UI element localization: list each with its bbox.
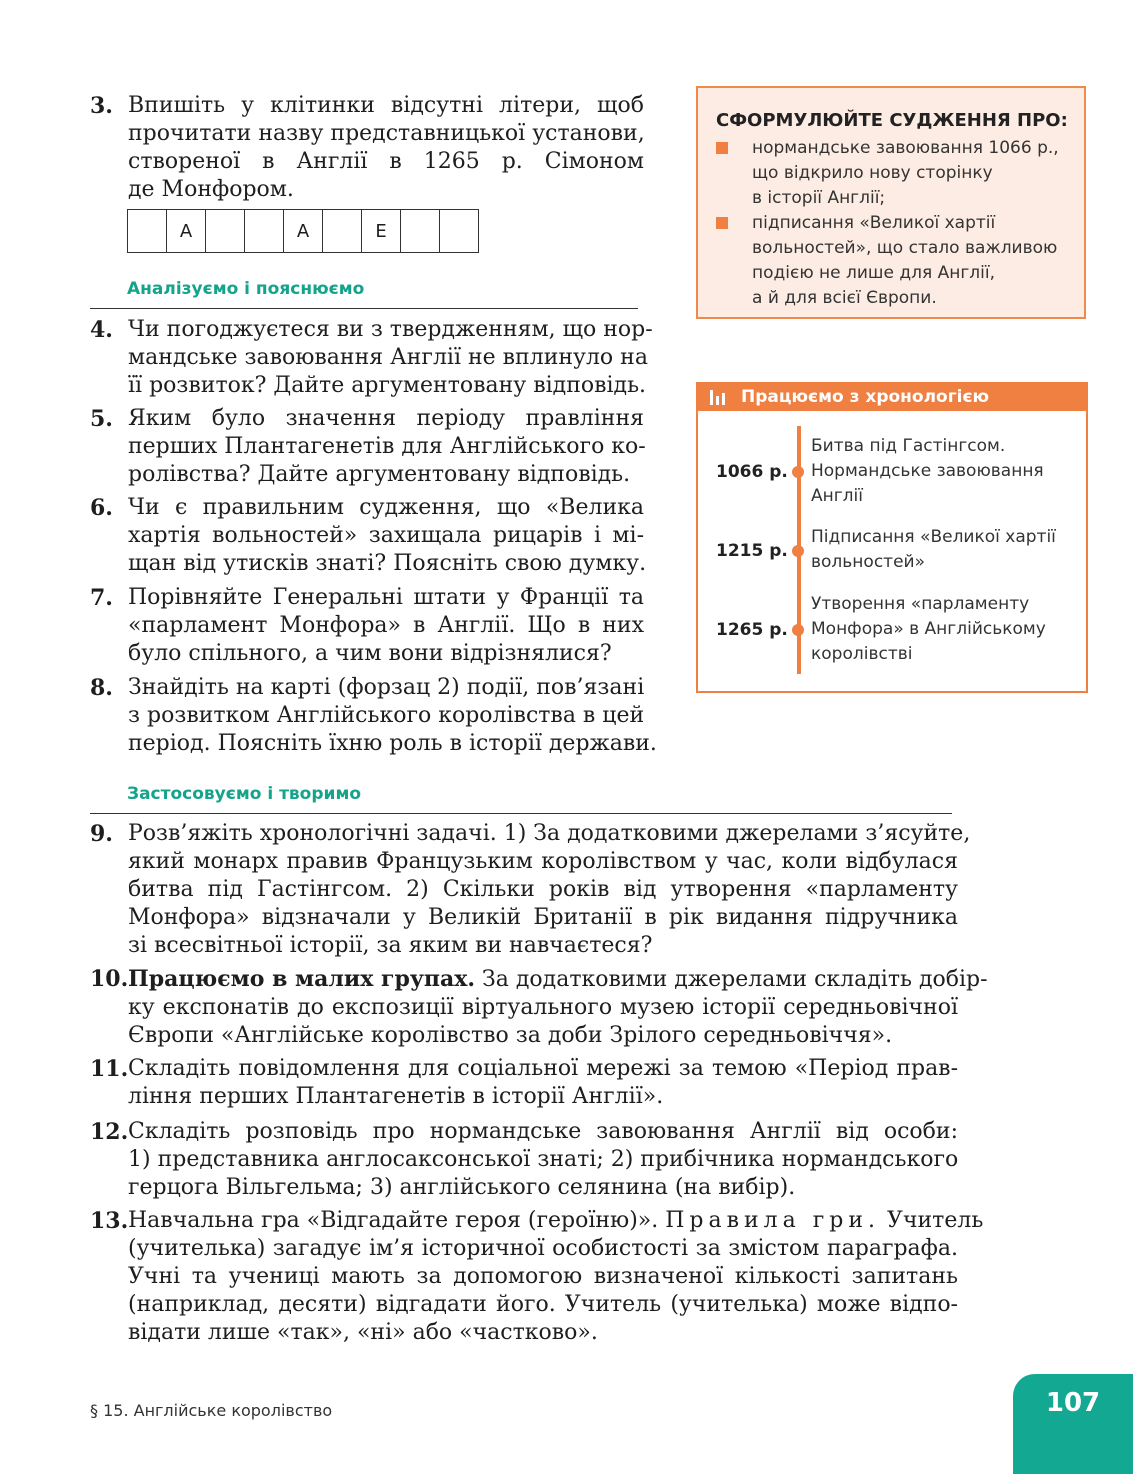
event-line: королівстві bbox=[811, 644, 913, 664]
task-number: 12. bbox=[90, 1119, 129, 1145]
task-number: 13. bbox=[90, 1208, 129, 1234]
letter-grid bbox=[127, 209, 479, 253]
task-line: який монарх правив Французьким королівством у час, коли відбулася bbox=[128, 849, 958, 874]
task-line: було спільного, а чим вони відрізнялися? bbox=[128, 641, 612, 666]
chronology-box bbox=[696, 382, 1088, 693]
task-line bbox=[128, 1207, 984, 1235]
event-line: Монфора» в Англійському bbox=[811, 619, 1046, 639]
bullet-line: що відкрило нову сторінку bbox=[752, 163, 993, 183]
task-line: Чи є правильним судження, що «Велика bbox=[128, 495, 644, 520]
task-line: з розвитком Англійського королівства в цей bbox=[128, 703, 645, 728]
judgement-bullet bbox=[716, 211, 1072, 311]
page-footer: § 15. Англійське королівство bbox=[90, 1401, 333, 1420]
bullet-line: а й для всієї Європи. bbox=[752, 288, 937, 308]
judgement-title: СФОРМУЛЮЙТЕ СУДЖЕННЯ ПРО: bbox=[716, 110, 1068, 131]
task-number: 7. bbox=[90, 585, 113, 611]
task-bold-lead: Працюємо в малих групах. bbox=[128, 966, 476, 992]
chronology-title: Працюємо з хронологією bbox=[741, 387, 990, 407]
task-line: прочитати назву представницької установи, bbox=[128, 121, 645, 146]
task-number: 6. bbox=[90, 495, 113, 521]
bullet-line: в історії Англії; bbox=[752, 188, 886, 208]
bullet-line: нормандське завоювання 1066 р., bbox=[752, 138, 1059, 158]
letter-cell[interactable] bbox=[206, 210, 245, 252]
rules-label: Правила гри. bbox=[665, 1208, 881, 1233]
task-line: створеної в Англії в 1265 р. Сімоном bbox=[128, 149, 644, 174]
letter-cell[interactable] bbox=[323, 210, 362, 252]
task-text: Навчальна гра «Відгадайте героя (героїню)». bbox=[128, 1208, 666, 1233]
task-line bbox=[128, 965, 988, 994]
bullet-square-icon bbox=[716, 142, 728, 154]
timeline-event bbox=[811, 592, 1076, 667]
task-line: битва під Гастінгсом. 2) Скільки років від утворення «парламенту bbox=[128, 877, 958, 902]
section-heading-apply: Застосовуємо і творимо bbox=[127, 784, 362, 804]
event-line: Битва під Гастінгсом. bbox=[811, 436, 1006, 456]
timeline-event bbox=[811, 434, 1076, 509]
letter-cell[interactable] bbox=[128, 210, 167, 252]
task-line: хартія вольностей» захищала рицарів і мі- bbox=[128, 523, 644, 548]
task-8 bbox=[90, 674, 657, 758]
task-number: 10. bbox=[90, 966, 129, 992]
task-line: Європи «Англійське королівство за доби Зрілого середньовіччя». bbox=[128, 1023, 893, 1048]
event-line: Нормандське завоювання bbox=[811, 461, 1044, 481]
task-number: 11. bbox=[90, 1056, 129, 1082]
task-line: (наприклад, десяти) відгадати його. Учитель (учителька) може відпо- bbox=[128, 1292, 958, 1317]
timeline-dot bbox=[792, 466, 804, 478]
task-9 bbox=[90, 820, 971, 960]
task-4 bbox=[90, 316, 653, 400]
section-divider bbox=[90, 308, 638, 309]
event-line: Утворення «парламенту bbox=[811, 594, 1030, 614]
judgement-bullet bbox=[716, 136, 1072, 211]
task-line: Розв’яжіть хронологічні задачі. 1) За додатковими джерелами з’ясуйте, bbox=[128, 821, 971, 846]
bullet-line: вольностей», що стало важливою bbox=[752, 238, 1058, 258]
task-line: Складіть повідомлення для соціальної мережі за темою «Період прав- bbox=[128, 1056, 958, 1081]
bullet-line: подією не лише для Англії, bbox=[752, 263, 995, 283]
task-line: ку експонатів до експозиції віртуального музею історії середньовічної bbox=[128, 995, 958, 1020]
task-13 bbox=[90, 1207, 984, 1347]
task-line: Чи погоджуєтеся ви з твердженням, що нор- bbox=[128, 317, 653, 342]
task-line: зі всесвітньої історії, за яким ви навчаєтеся? bbox=[128, 933, 653, 958]
task-5 bbox=[90, 405, 644, 489]
letter-cell[interactable] bbox=[440, 210, 479, 252]
task-3 bbox=[90, 92, 644, 204]
timeline-dot bbox=[792, 545, 804, 557]
task-line: Учні та учениці мають за допомогою визначеної кількості запитань bbox=[128, 1264, 958, 1289]
task-12 bbox=[90, 1118, 958, 1202]
task-text: Учитель bbox=[880, 1208, 984, 1233]
judgement-box bbox=[696, 86, 1086, 319]
task-line: Впишіть у клітинки відсутні літери, щоб bbox=[128, 93, 644, 118]
event-line: Англії bbox=[811, 486, 863, 506]
section-heading-analyze: Аналізуємо і пояснюємо bbox=[127, 279, 365, 299]
task-line: Монфора» відзначали у Великій Британії в рік видання підручника bbox=[128, 905, 958, 930]
bar-chart-icon bbox=[710, 390, 728, 405]
task-line: 1) представника англосаксонської знаті; 2) прибічника нормандського bbox=[128, 1147, 959, 1172]
letter-cell[interactable] bbox=[245, 210, 284, 252]
task-7 bbox=[90, 584, 644, 668]
timeline-year: 1215 р. bbox=[716, 541, 788, 561]
letter-cell[interactable]: А bbox=[284, 210, 323, 252]
timeline-dot bbox=[792, 624, 804, 636]
event-line: Підписання «Великої хартії bbox=[811, 527, 1056, 547]
task-text: За додатковими джерелами складіть добір- bbox=[475, 967, 988, 992]
section-divider bbox=[90, 813, 952, 814]
task-line: період. Поясніть їхню роль в історії держави. bbox=[128, 731, 657, 756]
task-line: щан від утисків знаті? Поясніть свою думку. bbox=[128, 551, 647, 576]
bullet-line: підписання «Великої хартії bbox=[752, 213, 996, 233]
task-line: Складіть розповідь про нормандське завоювання Англії від особи: bbox=[128, 1119, 958, 1144]
task-10 bbox=[90, 965, 988, 1050]
letter-cell[interactable]: А bbox=[167, 210, 206, 252]
task-line: «парламент Монфора» в Англії. Що в них bbox=[128, 613, 644, 638]
task-line: її розвиток? Дайте аргументовану відповідь. bbox=[128, 373, 647, 398]
task-number: 8. bbox=[90, 675, 113, 701]
task-line: мандське завоювання Англії не вплинуло на bbox=[128, 345, 648, 370]
task-line: Знайдіть на карті (форзац 2) події, пов’язані bbox=[128, 675, 645, 700]
letter-cell[interactable] bbox=[401, 210, 440, 252]
task-line: Порівняйте Генеральні штати у Франції та bbox=[128, 585, 644, 610]
chronology-header bbox=[698, 384, 1086, 411]
timeline-year: 1066 р. bbox=[716, 462, 788, 482]
timeline-event bbox=[811, 525, 1076, 575]
task-line: ролівства? Дайте аргументовану відповідь. bbox=[128, 462, 631, 487]
page-number: 107 bbox=[1013, 1374, 1133, 1474]
task-line: Яким було значення періоду правління bbox=[128, 406, 644, 431]
task-number: 5. bbox=[90, 406, 113, 432]
event-line: вольностей» bbox=[811, 552, 925, 572]
task-6 bbox=[90, 494, 647, 578]
task-line: ління перших Плантагенетів в історії Англії». bbox=[128, 1084, 664, 1109]
timeline-year: 1265 р. bbox=[716, 620, 788, 640]
task-number: 9. bbox=[90, 821, 113, 847]
letter-cell[interactable]: Е bbox=[362, 210, 401, 252]
task-line: відати лише «так», «ні» або «частково». bbox=[128, 1320, 598, 1345]
task-number: 3. bbox=[90, 93, 113, 119]
task-11 bbox=[90, 1055, 958, 1111]
task-line: перших Плантагенетів для Англійського ко- bbox=[128, 434, 646, 459]
task-line: (учителька) загадує ім’я історичної особистості за змістом параграфа. bbox=[128, 1236, 958, 1261]
task-line: герцога Вільгельма; 3) англійського селянина (на вибір). bbox=[128, 1175, 796, 1200]
bullet-square-icon bbox=[716, 217, 728, 229]
task-line: де Монфором. bbox=[128, 177, 294, 202]
task-number: 4. bbox=[90, 317, 113, 343]
